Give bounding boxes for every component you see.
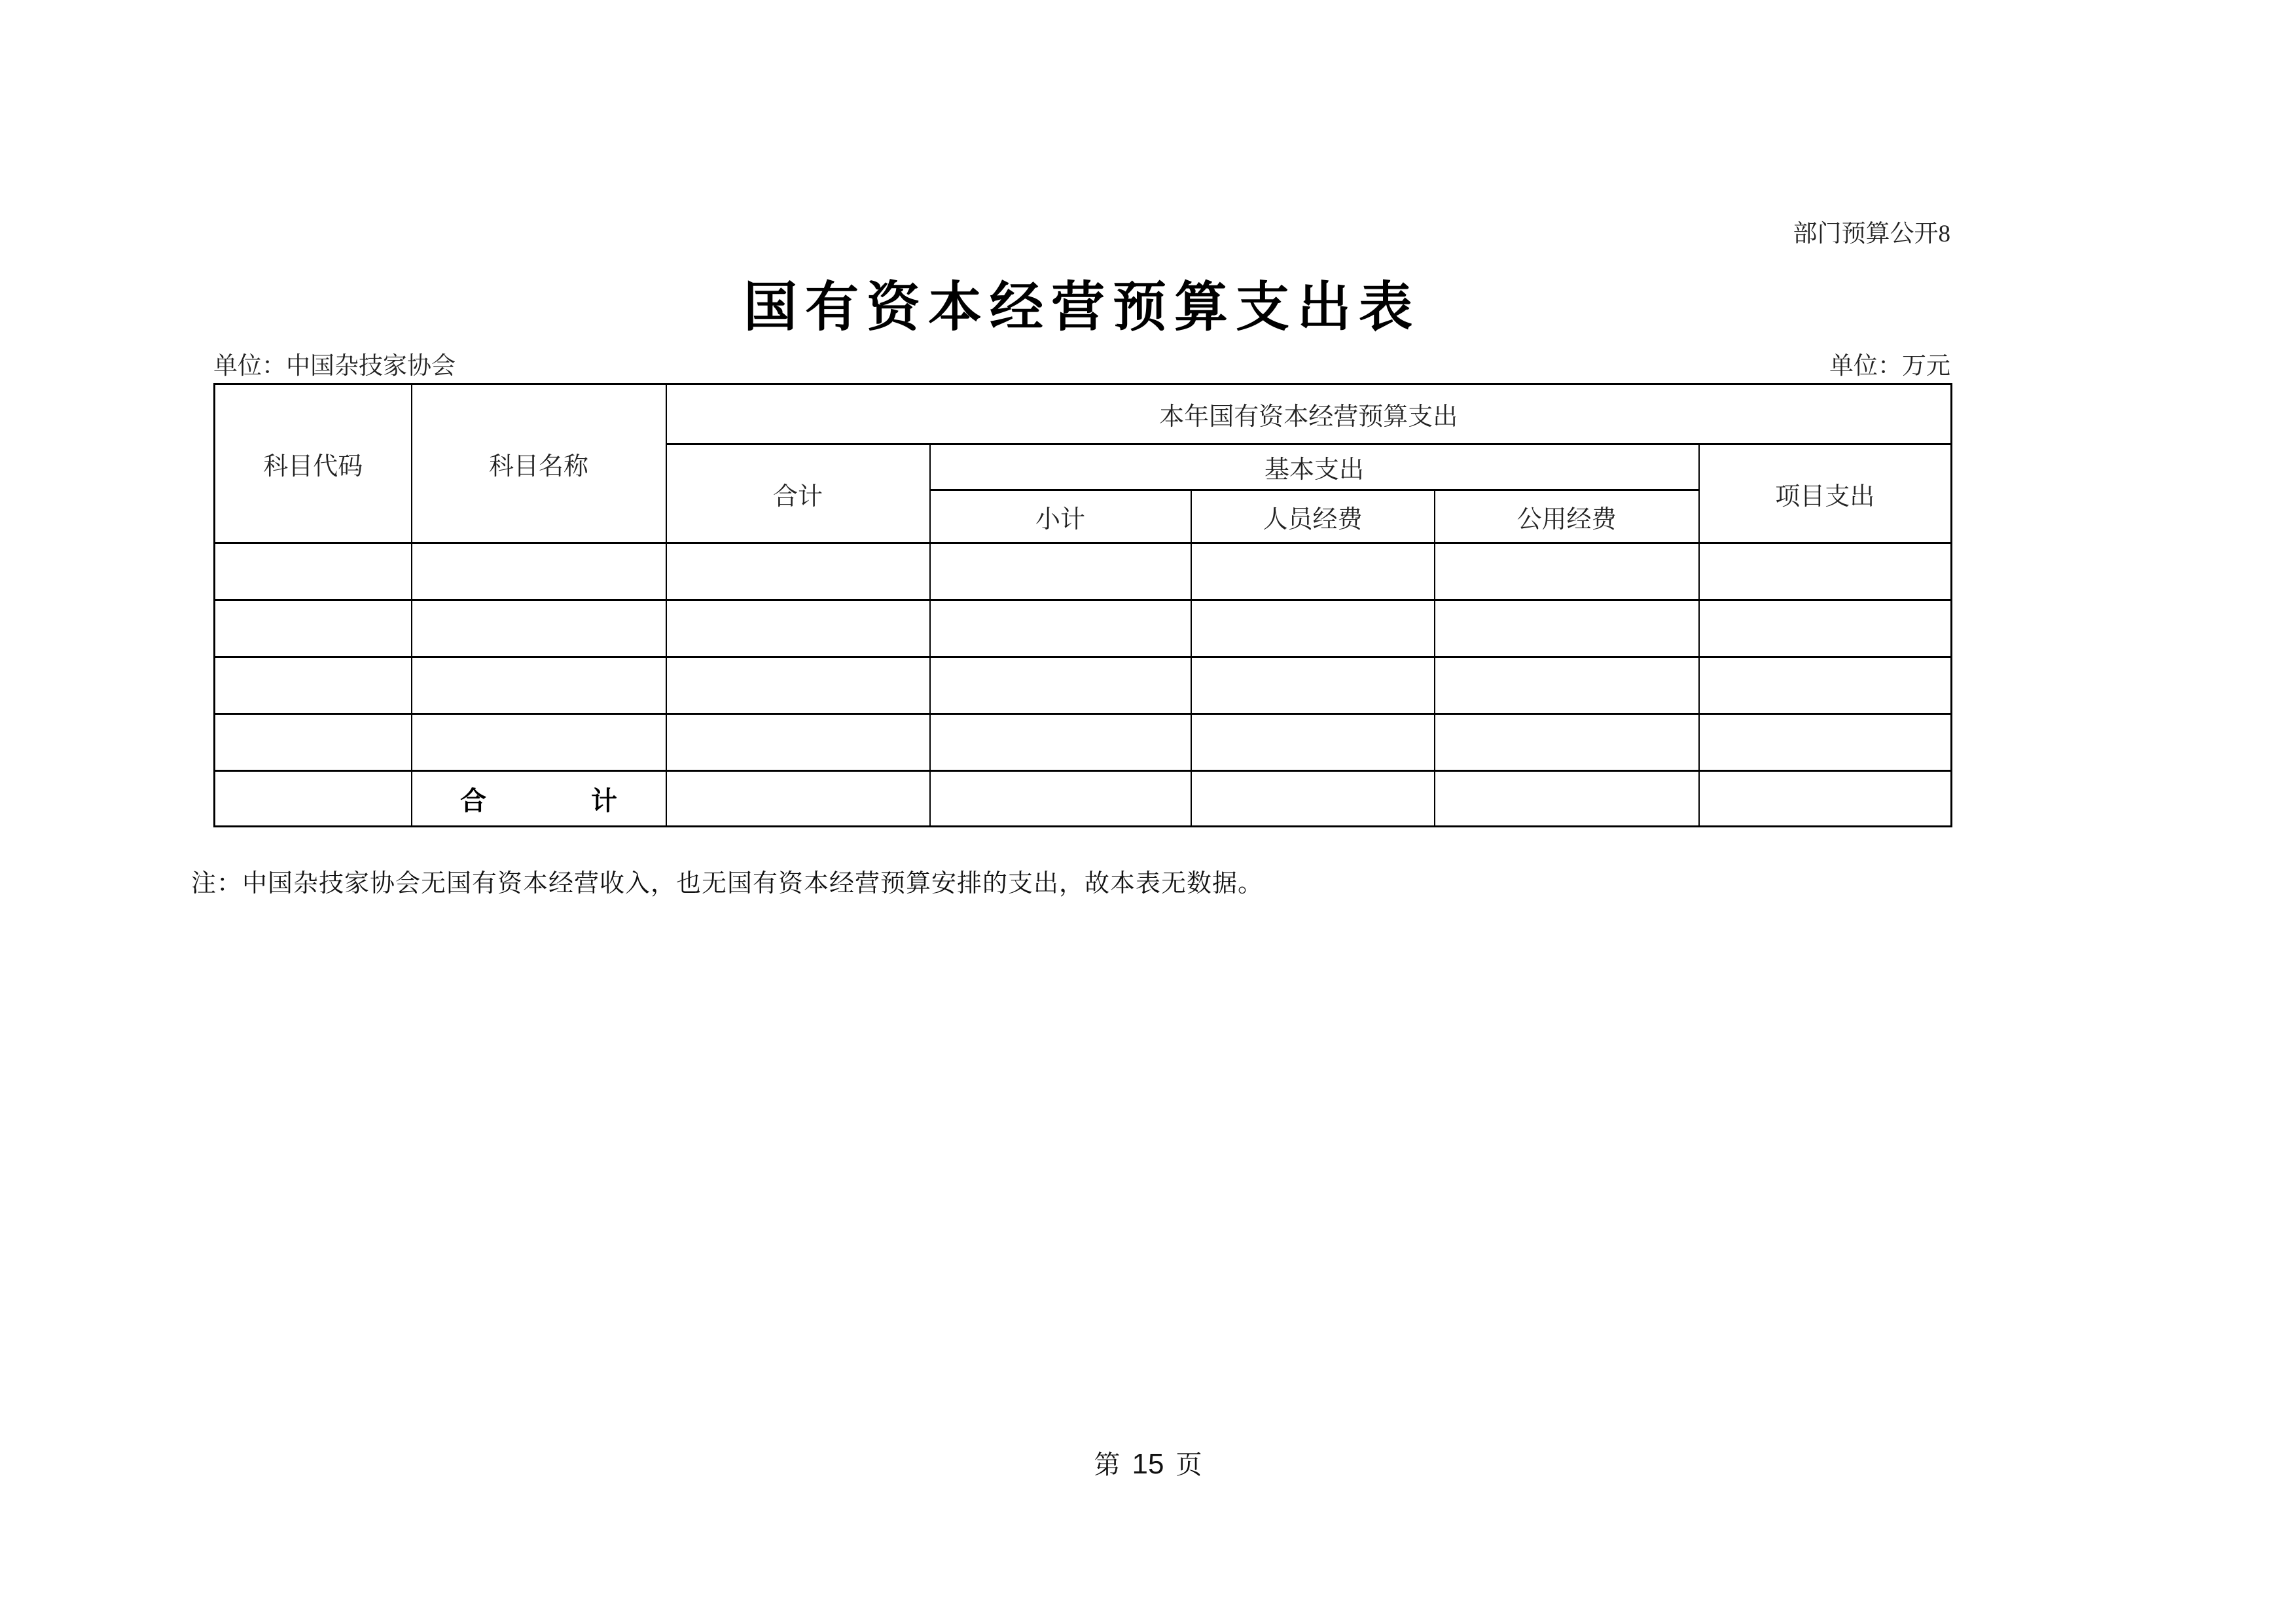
header-subtotal: 小计 (930, 490, 1191, 543)
cell-subtotal (930, 543, 1191, 600)
table-row (215, 657, 1952, 714)
footer-suffix: 页 (1175, 1450, 1202, 1479)
header-basic-expenditure: 基本支出 (930, 444, 1699, 490)
cell-personnel (1191, 657, 1435, 714)
cell-project (1699, 714, 1952, 771)
cell-personnel (1191, 714, 1435, 771)
page-title: 国有资本经营预算支出表 (743, 278, 1420, 337)
header-public-funds: 公用经费 (1435, 490, 1699, 543)
cell-name (412, 543, 666, 600)
cell-subtotal (930, 600, 1191, 657)
header-personnel-funds: 人员经费 (1191, 490, 1435, 543)
cell-personnel (1191, 771, 1435, 827)
cell-total-label: 合 计 (412, 771, 666, 827)
page-footer (0, 1444, 2296, 1481)
unit-currency-label: 单位：万元 (1829, 353, 1950, 380)
cell-project (1699, 600, 1952, 657)
cell-public (1435, 543, 1699, 600)
table-row (215, 543, 1952, 600)
cell-project (1699, 657, 1952, 714)
cell-project (1699, 543, 1952, 600)
cell-code (215, 714, 412, 771)
cell-personnel (1191, 600, 1435, 657)
doc-number-label: 部门预算公开8 (1793, 221, 1950, 247)
footer-prefix: 第 (1094, 1450, 1121, 1479)
header-subject-name: 科目名称 (412, 384, 666, 543)
cell-name (412, 657, 666, 714)
header-project-expenditure: 项目支出 (1699, 444, 1952, 543)
cell-code (215, 543, 412, 600)
cell-code (215, 657, 412, 714)
header-current-year-expenditure: 本年国有资本经营预算支出 (666, 384, 1952, 444)
cell-public (1435, 600, 1699, 657)
table-note: 注：中国杂技家协会无国有资本经营收入，也无国有资本经营预算安排的支出，故本表无数据。 (191, 870, 1264, 897)
cell-name (412, 714, 666, 771)
cell-total (666, 600, 930, 657)
cell-subtotal (930, 771, 1191, 827)
cell-name (412, 600, 666, 657)
cell-public (1435, 771, 1699, 827)
cell-project (1699, 771, 1952, 827)
cell-subtotal (930, 714, 1191, 771)
unit-name-label: 单位：中国杂技家协会 (213, 353, 456, 380)
cell-total (666, 771, 930, 827)
header-row-1 (215, 384, 1952, 444)
cell-public (1435, 657, 1699, 714)
header-total: 合计 (666, 444, 930, 543)
budget-table (213, 383, 1952, 827)
table-row (215, 714, 1952, 771)
cell-subtotal (930, 657, 1191, 714)
cell-total (666, 543, 930, 600)
page-number: 15 (1132, 1448, 1164, 1480)
cell-code (215, 600, 412, 657)
cell-public (1435, 714, 1699, 771)
total-row (215, 771, 1952, 827)
cell-personnel (1191, 543, 1435, 600)
cell-total (666, 714, 930, 771)
unit-row (213, 346, 1950, 381)
cell-code (215, 771, 412, 827)
header-subject-code: 科目代码 (215, 384, 412, 543)
cell-total (666, 657, 930, 714)
table-row (215, 600, 1952, 657)
